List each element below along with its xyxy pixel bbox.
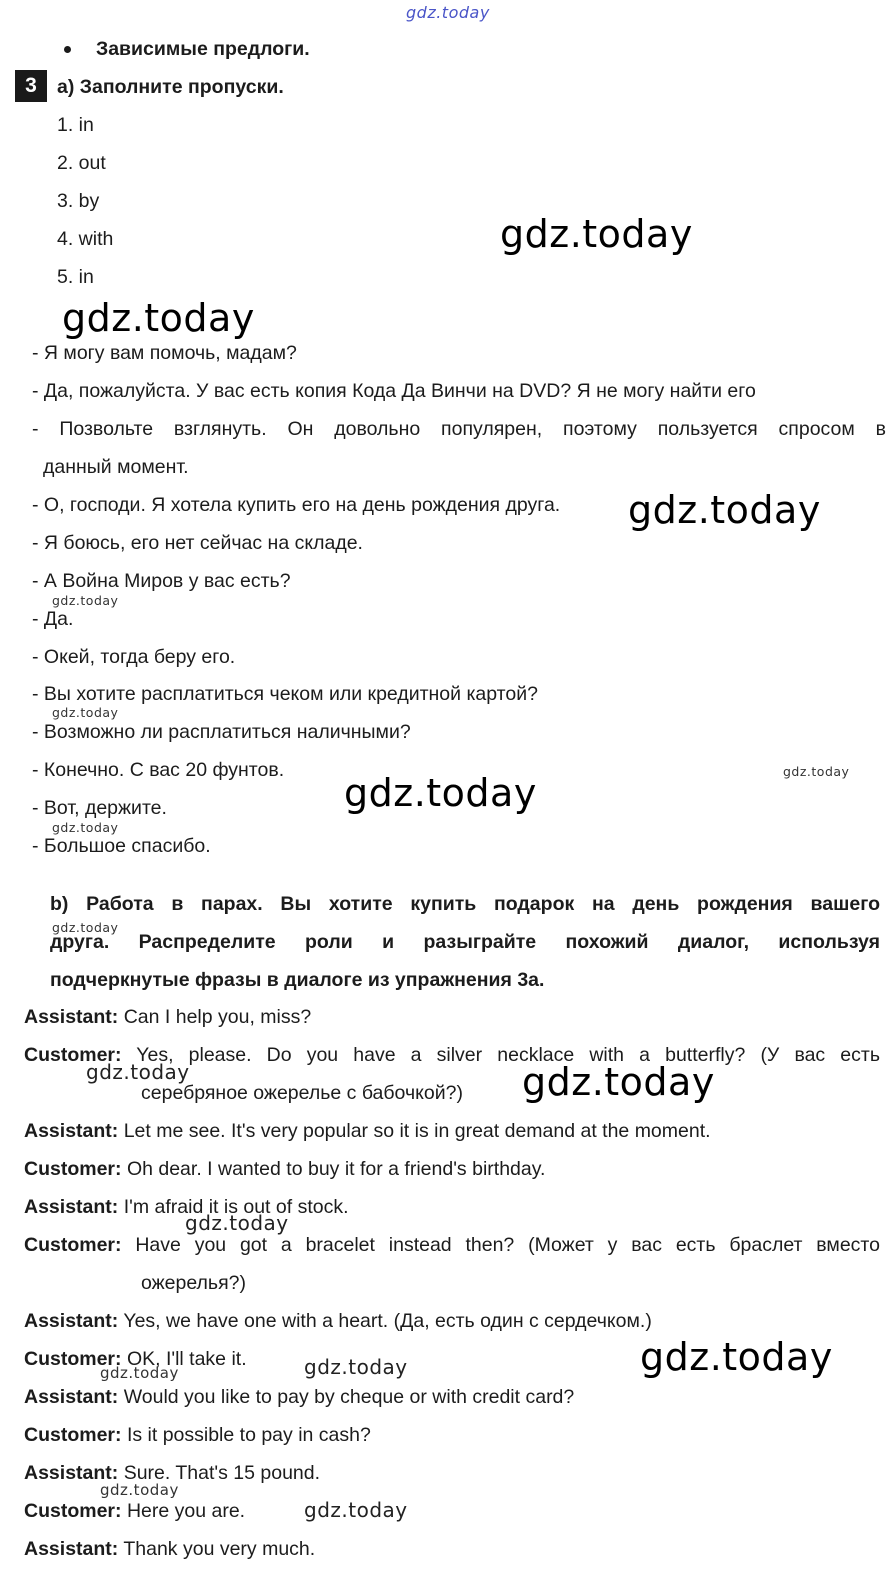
task-b-line: друга. Распределите роли и разыграйте похожий диалог, используя [50,931,880,953]
dialogue-ru-line: - Вы хотите расплатиться чеком или кредитной картой? [32,683,538,705]
watermark: gdz.today [522,1060,715,1104]
dialogue-ru-line: - О, господи. Я хотела купить его на день рождения друга. [32,494,561,516]
line-text: Is it possible to pay in cash? [126,1424,371,1446]
dialogue-en-line [24,1538,315,1561]
watermark: gdz.today [100,1481,179,1499]
dialogue-ru-line: - Окей, тогда беру его. [32,646,236,668]
dialogue-en-continuation: ожерелья?) [141,1272,246,1294]
watermark: gdz.today [783,764,850,779]
dialogue-en-line [24,1500,245,1523]
line-text: Sure. That's 15 pound. [123,1462,321,1484]
speaker-label: Assistant: [24,1196,119,1218]
watermark: gdz.today [52,820,119,835]
section-heading: Зависимые предлоги. [96,38,310,60]
answer-item: 1. in [57,114,94,136]
speaker-label: Assistant: [24,1386,119,1408]
dialogue-ru-line: - Вот, держите. [32,797,167,819]
line-text: OK, I'll take it. [126,1348,247,1370]
dialogue-ru-line: - Я боюсь, его нет сейчас на складе. [32,532,363,554]
watermark: gdz.today [62,296,255,340]
dialogue-en-continuation: серебряное ожерелье с бабочкой?) [141,1082,463,1104]
dialogue-ru-line: - Возможно ли расплатиться наличными? [32,721,411,743]
line-text: I'm afraid it is out of stock. [123,1196,349,1218]
dialogue-en-line [24,1310,652,1333]
watermark: gdz.today [52,593,119,608]
dialogue-ru-line: - Конечно. С вас 20 фунтов. [32,759,285,781]
line-text: Can I help you, miss? [123,1006,312,1028]
dialogue-ru-line: - Да, пожалуйста. У вас есть копия Кода Да Винчи на DVD? Я не могу найти его [32,380,756,402]
watermark: gdz.today [500,212,693,256]
dialogue-en-line [24,1158,545,1181]
speaker-label: Assistant: [24,1538,119,1560]
dialogue-ru-line: - Большое спасибо. [32,835,211,857]
task-b-line: подчеркнутые фразы в диалоге из упражнения 3а. [50,969,545,991]
answer-item: 3. by [57,190,100,212]
speaker-label: Customer: [24,1500,122,1522]
dialogue-ru-line: данный момент. [43,456,189,478]
watermark: gdz.today [52,705,119,720]
speaker-label: Customer: [24,1044,122,1066]
dialogue-ru-line: - А Война Миров у вас есть? [32,570,291,592]
line-text: Thank you very much. [123,1538,316,1560]
speaker-label: Customer: [24,1348,122,1370]
speaker-label: Customer: [24,1158,122,1180]
answer-item: 5. in [57,266,94,288]
line-text: Yes, we have one with a heart. (Да, есть один с сердечком.) [123,1310,652,1332]
line-text: Have you got a bracelet instead then? (Может у вас есть браслет вместо [135,1234,880,1256]
watermark: gdz.today [628,488,821,532]
speaker-label: Customer: [24,1424,122,1446]
dialogue-ru-line: - Я могу вам помочь, мадам? [32,342,297,364]
watermark: gdz.today [344,771,537,815]
task-b-line: b) Работа в парах. Вы хотите купить подарок на день рождения вашего [50,893,880,915]
speaker-label: Assistant: [24,1120,119,1142]
dialogue-en-line [24,1234,880,1257]
watermark: gdz.today [86,1060,190,1084]
bullet-icon [64,46,71,53]
speaker-label: Customer: [24,1234,122,1256]
dialogue-en-line [24,1424,371,1447]
task-a-heading: a) Заполните пропуски. [57,76,284,98]
watermark: gdz.today [100,1364,179,1382]
line-text: Oh dear. I wanted to buy it for a friend's birthday. [126,1158,546,1180]
line-text: Yes, please. Do you have a silver necklace with a butterfly? (У вас есть [136,1044,880,1066]
dialogue-en-line [24,1120,711,1143]
watermark: gdz.today [304,1498,408,1522]
dialogue-ru-line: - Да. [32,608,74,630]
speaker-label: Assistant: [24,1006,119,1028]
watermark: gdz.today [185,1211,289,1235]
line-text: Would you like to pay by cheque or with credit card? [123,1386,575,1408]
answer-item: 4. with [57,228,114,250]
speaker-label: Assistant: [24,1462,119,1484]
watermark-top: gdz.today [406,3,490,22]
exercise-number-badge: 3 [15,70,47,102]
line-text: Let me see. It's very popular so it is in great demand at the moment. [123,1120,711,1142]
watermark: gdz.today [640,1335,833,1379]
speaker-label: Assistant: [24,1310,119,1332]
dialogue-en-line [24,1386,574,1409]
answer-item: 2. out [57,152,106,174]
dialogue-ru-line: - Позвольте взглянуть. Он довольно популярен, поэтому пользуется спросом в [32,418,886,440]
watermark: gdz.today [52,920,119,935]
line-text: Here you are. [126,1500,246,1522]
watermark: gdz.today [304,1355,408,1379]
dialogue-en-line [24,1006,311,1029]
